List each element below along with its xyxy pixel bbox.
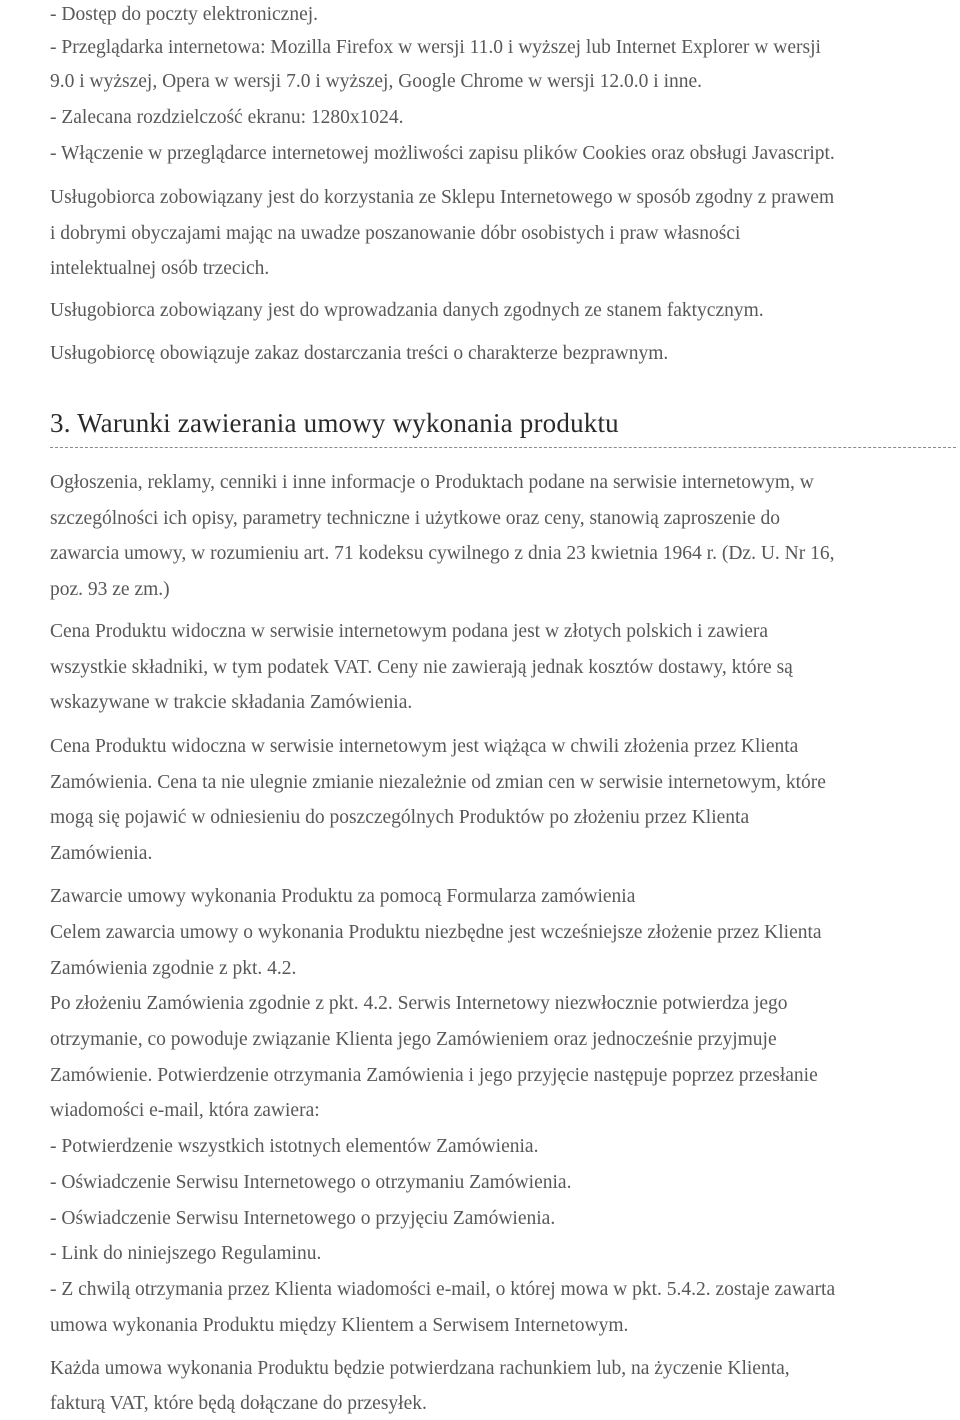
- text-line: Celem zawarcia umowy o wykonania Produktu niezbędne jest wcześniejsze złożenie przez Klienta: [50, 922, 822, 943]
- text-line: Usługobiorca zobowiązany jest do korzystania ze Sklepu Internetowego w sposób zgodny z prawem: [50, 187, 835, 208]
- text-line: otrzymanie, co powoduje związanie Klienta jego Zamówieniem oraz jednocześnie przyjmuje: [50, 1029, 777, 1050]
- text-line: - Dostęp do poczty elektronicznej.: [50, 4, 319, 25]
- text-line: - Oświadczenie Serwisu Internetowego o otrzymaniu Zamówienia.: [50, 1172, 572, 1193]
- text-line: Zamówienia.: [50, 843, 153, 864]
- text-line: - Z chwilą otrzymania przez Klienta wiadomości e-mail, o której mowa w pkt. 5.4.2. zostaje zawarta: [50, 1279, 836, 1300]
- text-line: - Oświadczenie Serwisu Internetowego o przyjęciu Zamówienia.: [50, 1208, 556, 1229]
- text-line: wskazywane w trakcie składania Zamówienia.: [50, 692, 413, 713]
- text-line: Zawarcie umowy wykonania Produktu za pomocą Formularza zamówienia: [50, 886, 636, 907]
- text-line: fakturą VAT, które będą dołączane do przesyłek.: [50, 1393, 427, 1414]
- text-line: 9.0 i wyższej, Opera w wersji 7.0 i wyższej, Google Chrome w wersji 12.0.0 i inne.: [50, 71, 703, 92]
- text-line: Po złożeniu Zamówienia zgodnie z pkt. 4.2. Serwis Internetowy niezwłocznie potwierdza jego: [50, 993, 788, 1014]
- text-line: mogą się pojawić w odniesieniu do poszczególnych Produktów po złożeniu przez Klienta: [50, 807, 750, 828]
- text-line: Usługobiorcę obowiązuje zakaz dostarczania treści o charakterze bezprawnym.: [50, 343, 669, 364]
- section-heading: 3. Warunki zawierania umowy wykonania produktu: [50, 408, 619, 438]
- text-line: Cena Produktu widoczna w serwisie internetowym jest wiążąca w chwili złożenia przez Klienta: [50, 736, 799, 757]
- text-line: - Zalecana rozdzielczość ekranu: 1280x1024.: [50, 107, 404, 128]
- text-line: zawarcia umowy, w rozumieniu art. 71 kodeksu cywilnego z dnia 23 kwietnia 1964 r. (Dz. U. Nr 16,: [50, 543, 835, 564]
- text-line: Zamówienia. Cena ta nie ulegnie zmianie niezależnie od zmian cen w serwisie internetowym, które: [50, 772, 826, 793]
- text-line: wszystkie składniki, w tym podatek VAT. Ceny nie zawierają jednak kosztów dostawy, które są: [50, 657, 793, 678]
- text-line: umowa wykonania Produktu między Klientem a Serwisem Internetowym.: [50, 1315, 629, 1336]
- text-line: - Przeglądarka internetowa: Mozilla Firefox w wersji 11.0 i wyższej lub Internet Explorer w wersji: [50, 37, 821, 58]
- text-line: wiadomości e-mail, która zawiera:: [50, 1100, 320, 1121]
- text-line: - Włączenie w przeglądarce internetowej możliwości zapisu plików Cookies oraz obsługi Javascript.: [50, 143, 835, 164]
- text-line: szczególności ich opisy, parametry techniczne i użytkowe oraz ceny, stanowią zaproszenie do: [50, 508, 781, 529]
- text-line: Usługobiorca zobowiązany jest do wprowadzania danych zgodnych ze stanem faktycznym.: [50, 300, 764, 321]
- text-line: i dobrymi obyczajami mając na uwadze poszanowanie dóbr osobistych i praw własności: [50, 223, 741, 244]
- text-line: intelektualnej osób trzecich.: [50, 258, 270, 279]
- text-line: Zamówienie. Potwierdzenie otrzymania Zamówienia i jego przyjęcie następuje poprzez przesłanie: [50, 1065, 818, 1086]
- text-line: - Potwierdzenie wszystkich istotnych elementów Zamówienia.: [50, 1136, 539, 1157]
- heading-divider: [50, 447, 956, 448]
- text-line: poz. 93 ze zm.): [50, 579, 170, 600]
- text-line: Każda umowa wykonania Produktu będzie potwierdzana rachunkiem lub, na życzenie Klienta,: [50, 1358, 790, 1379]
- text-line: Zamówienia zgodnie z pkt. 4.2.: [50, 958, 297, 979]
- text-line: Cena Produktu widoczna w serwisie internetowym podana jest w złotych polskich i zawiera: [50, 621, 769, 642]
- text-line: Ogłoszenia, reklamy, cenniki i inne informacje o Produktach podane na serwisie internetowym, w: [50, 472, 814, 493]
- text-line: - Link do niniejszego Regulaminu.: [50, 1243, 322, 1264]
